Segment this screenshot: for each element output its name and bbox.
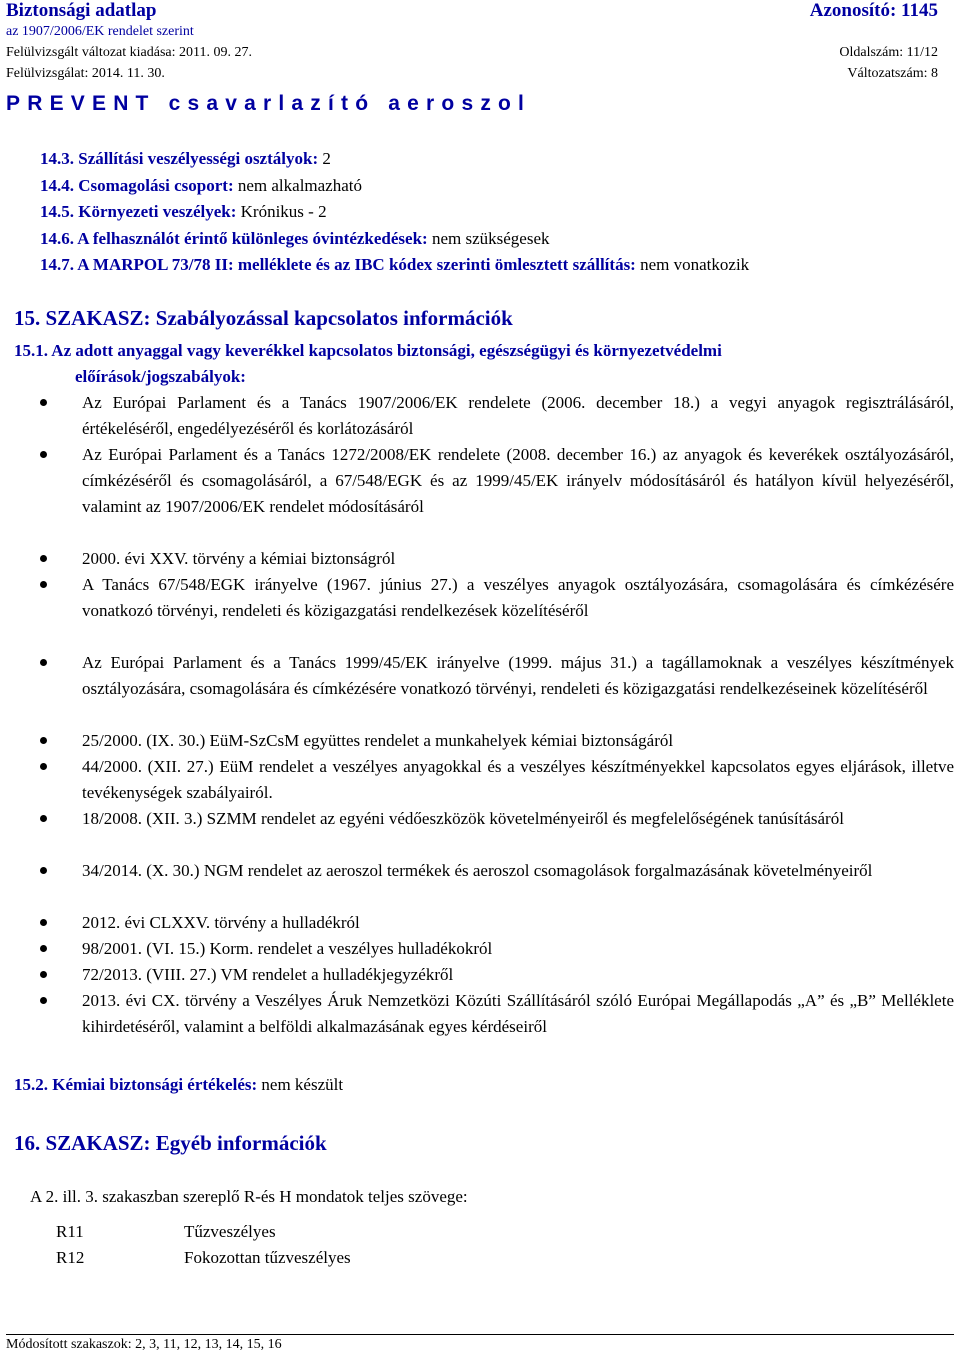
transport-item: 14.3. Szállítási veszélyességi osztályok: 2 [40,149,331,168]
phrases-intro: A 2. ill. 3. szakaszban szereplő R-és H mondatok teljes szövege: [30,1187,468,1206]
bullet-icon [40,919,47,926]
section-14-block [40,146,940,279]
bullet-icon [40,971,47,978]
bullet-icon [40,815,47,822]
page-number: Oldalszám: 11/12 [839,45,938,60]
phrase-text: Fokozottan tűzveszélyes [184,1248,351,1267]
bullet-icon [40,451,47,458]
table-row [56,1222,351,1248]
bullet-icon [40,555,47,562]
list-item: 18/2008. (XII. 3.) SZMM rendelet az egyéni védőeszközök követelményeiről és megfelelőségének tanúsításáról [40,806,954,858]
list-item: 25/2000. (IX. 30.) EüM-SzCsM együttes rendelet a munkahelyek kémiai biztonságáról [40,728,954,754]
transport-item: 14.6. A felhasználót érintő különleges óvintézkedések: nem szükségesek [40,228,550,248]
list-item: 2000. évi XXV. törvény a kémiai biztonságról [40,546,954,572]
list-item: 44/2000. (XII. 27.) EüM rendelet a veszélyes anyagokkal és a veszélyes készítményekkel kapcsolatos egyes eljárások, illetve tevékenységek szabályairól. [40,754,954,806]
phrase-text: Tűzveszélyes [184,1222,276,1241]
document-title: Biztonsági adatlap [6,0,157,21]
transport-item: 14.7. A MARPOL 73/78 II: melléklete és az IBC kódex szerinti ömlesztett szállítás: nem vonatkozik [40,255,750,274]
bullet-icon [40,997,47,1004]
footer-divider [6,1334,954,1335]
document-id: Azonosító: 1145 [809,0,938,21]
list-item: 98/2001. (VI. 15.) Korm. rendelet a veszélyes hulladékokról [40,936,954,962]
subsection-15-2: 15.2. Kémiai biztonsági értékelés: nem készült [14,1075,344,1094]
regulation-reference: az 1907/2006/EK rendelet szerint [6,24,194,39]
transport-item: 14.5. Környezeti veszélyek: Krónikus - 2 [40,202,327,221]
transport-item: 14.4. Csomagolási csoport: nem alkalmazható [40,175,362,195]
page-header [6,0,938,86]
list-item: Az Európai Parlament és a Tanács 1272/2008/EK rendelete (2008. december 16.) az anyagok és keverékek osztályozásáról, címkézéséről és csomagolásáról, a 67/548/EGK és az 1999/45/EK irányelv módosításáról és hatályon kívül helyezéséről, valamint az 1907/2006/EK rendelet módosításáról [40,442,954,546]
revision-issue-date: Felülvizsgált változat kiadása: 2011. 09. 27. [6,45,252,60]
list-item: 34/2014. (X. 30.) NGM rendelet az aeroszol termékek és aeroszol csomagolások forgalmazásának követelményeiről [40,858,954,910]
section-16-heading: 16. SZAKASZ: Egyéb információk [14,1131,327,1155]
phrase-code: R11 [56,1222,84,1241]
list-item: A Tanács 67/548/EGK irányelve (1967. június 27.) a veszélyes anyagok osztályozására, csomagolására és címkézésére vonatkozó törvényi, rendeleti és közigazgatási rendelkezések közelítéséről [40,572,954,650]
bullet-icon [40,659,47,666]
bullet-icon [40,867,47,874]
bullet-icon [40,399,47,406]
product-name: PREVENT csavarlazító aeroszol [6,92,532,115]
list-item: 2012. évi CLXXV. törvény a hulladékról [40,910,954,936]
footer-modified-sections: Módosított szakaszok: 2, 3, 11, 12, 13, 14, 15, 16 [6,1337,282,1352]
phrase-code: R12 [56,1248,85,1267]
bullet-icon [40,737,47,744]
list-item: Az Európai Parlament és a Tanács 1999/45/EK irányelve (1999. május 31.) a tagállamoknak a veszélyes készítmények osztályozására, csomagolására és címkézésére vonatkozó törvényi, rendeleti és közigazgatási rendelkezéseinek közelítéséről [40,650,954,728]
table-row [56,1248,351,1274]
revision-date: Felülvizsgálat: 2014. 11. 30. [6,66,165,81]
list-item: 72/2013. (VIII. 27.) VM rendelet a hulladékjegyzékről [40,962,954,988]
list-item: Az Európai Parlament és a Tanács 1907/2006/EK rendelete (2006. december 18.) a vegyi anyagok regisztrálásáról, értékeléséről, engedélyezéséről és korlátozásáról [40,390,954,442]
version-number: Változatszám: 8 [847,66,938,81]
bullet-icon [40,945,47,952]
r-phrases-table [56,1222,351,1274]
bullet-icon [40,581,47,588]
regulation-list [40,390,954,1066]
subsection-15-1-title: 15.1. Az adott anyaggal vagy keverékkel kapcsolatos biztonsági, egészségügyi és környezetvédelmi előírások/jogszabályok: [14,341,722,386]
bullet-icon [40,763,47,770]
list-item: 2013. évi CX. törvény a Veszélyes Áruk Nemzetközi Közúti Szállításáról szóló Európai Megállapodás „A” és „B” Melléklete kihirdetéséről, valamint a belföldi alkalmazásának egyes kérdéseiről [40,988,954,1066]
section-15-heading: 15. SZAKASZ: Szabályozással kapcsolatos információk [14,306,513,330]
